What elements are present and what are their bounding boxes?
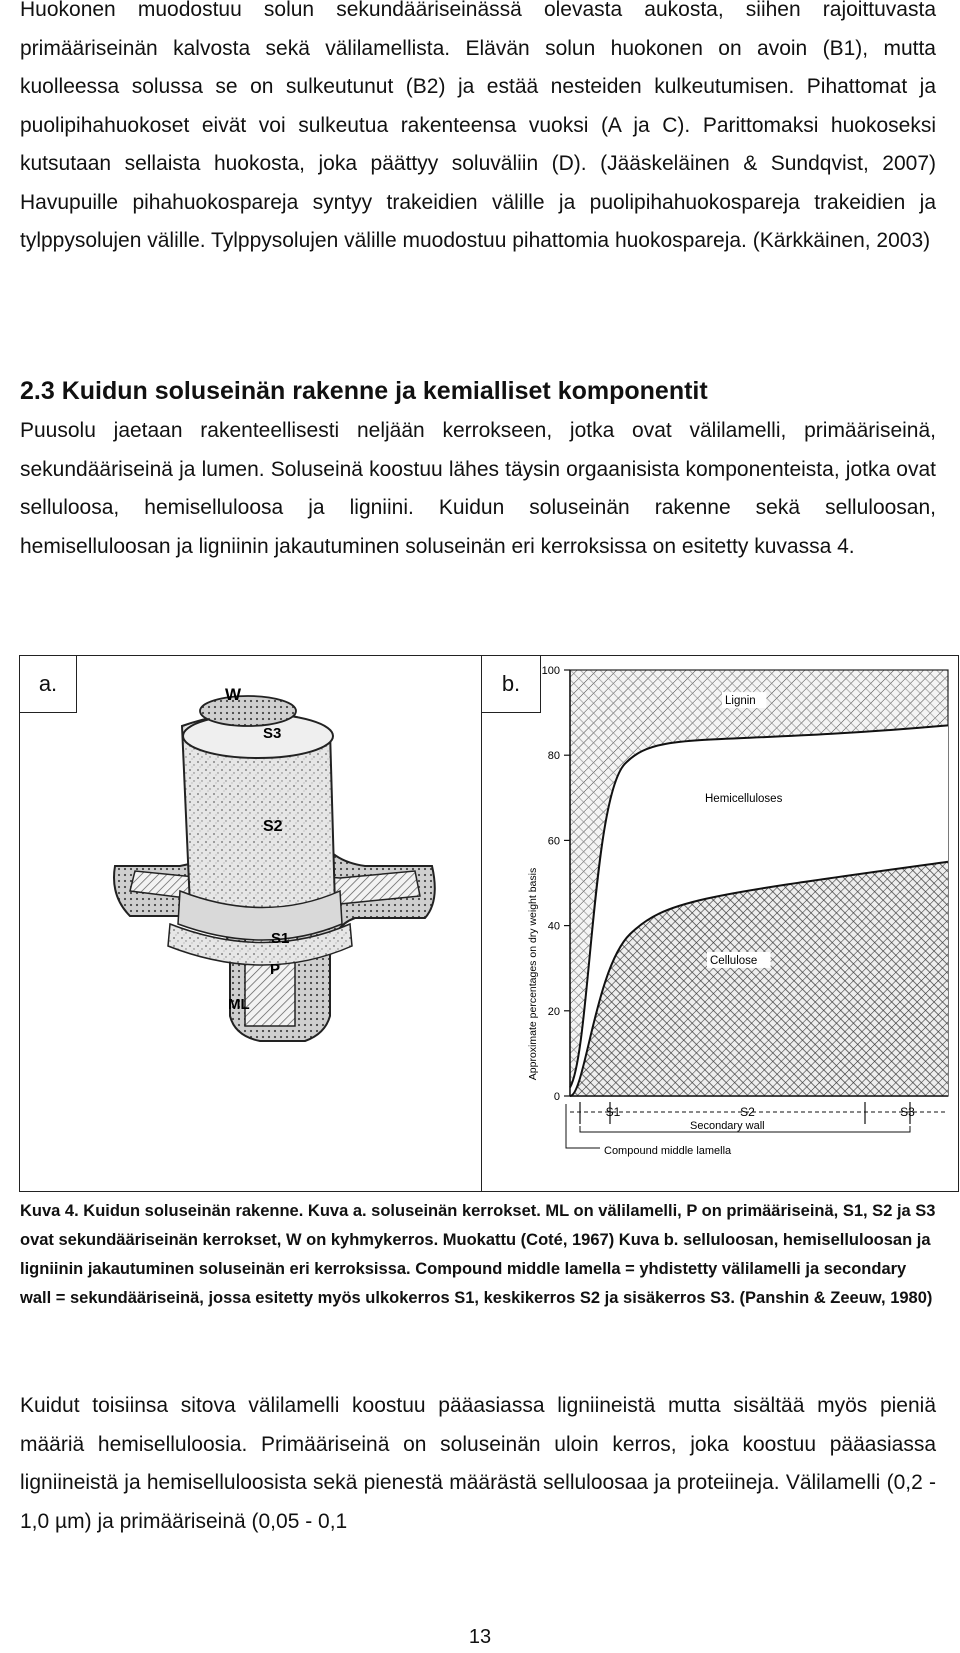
label-p: P xyxy=(270,961,281,978)
label-s3: S3 xyxy=(263,725,282,742)
panel-b-label: b. xyxy=(482,656,541,713)
w-layer-shape xyxy=(200,696,296,726)
paragraph-cell-wall-layers: Puusolu jaetaan rakenteellisesti neljään kerrokseen, jotka ovat välilamelli, primääriseinä, sekundääriseinä ja lumen. Soluseinä koostuu lähes täysin orgaanisista komponenteista, jotka ovat selluloosa, hemiselluloosa ja ligniini. Kuidun soluseinän rakenne sekä selluloosan, hemiselluloosan ja ligniinin jakautuminen soluseinän eri kerroksissa on esitetty kuvassa 4. xyxy=(20,419,936,558)
middle-lamella-pointer xyxy=(566,1104,600,1148)
paragraph-pores: Huokonen muodostuu solun sekundääriseinässä olevasta aukosta, siihen rajoittuvasta primääriseinän kalvosta sekä välilamellista. Elävän solun huokonen on avoin (B1), mutta kuolleessa solussa se on sulkeutunut (B2) ja estää nesteiden kulkeutumisen. Pihattomat ja puolipihahuokoset eivät voi sulkeutua rakenteensa vuoksi (A ja C). Parittomaksi huokoseksi kutsutaan sellaista huokosta, joka päättyy soluväliin (D). (Jääskeläinen & Sundqvist, 2007) Havupuille pihahuokospareja syntyy trakeidien välille ja puolipihahuokospareja trakeidien ja tylppysolujen välille. Tylppysolujen välille muodostuu pihattomia huokospareja. (Kärkkäinen, 2003) xyxy=(20,0,936,252)
figure-panel-a xyxy=(19,655,483,1192)
cell-wall-diagram xyxy=(20,656,480,1190)
paragraph-middle-lamella: Kuidut toisiinsa sitova välilamelli koostuu pääasiassa ligniineistä mutta sisältää myös pieniä määriä hemiselluloosia. Primääriseinä on soluseinän uloin kerros, joka koostuu pääasiassa ligniineistä ja hemiselluloosista sekä pienestä määrästä selluloosaa ja proteiineja. Välilamelli (0,2 - 1,0 µm) ja primääriseinä (0,05 - 0,1 xyxy=(20,1394,936,1533)
cellulose-label: Cellulose xyxy=(710,954,758,967)
panel-a-label: a. xyxy=(20,656,77,713)
figure-panel-b xyxy=(481,655,959,1192)
y-axis-label: Approximate percentages on dry weight basis xyxy=(527,867,539,1081)
label-w: W xyxy=(225,685,242,704)
y-tick-label-0: 0 xyxy=(553,1091,560,1103)
page-number: 13 xyxy=(468,1626,492,1648)
composition-chart xyxy=(482,656,957,1190)
label-s2: S2 xyxy=(263,818,283,835)
section-heading: 2.3 Kuidun soluseinän rakenne ja kemialliset komponentit xyxy=(20,377,708,405)
y-tick-label-20: 20 xyxy=(547,1005,560,1018)
hemicelluloses-label: Hemicelluloses xyxy=(705,793,783,806)
compound-middle-lamella-label: Compound middle lamella xyxy=(604,1145,732,1157)
x-layer-s1: S1 xyxy=(605,1105,621,1119)
x-layer-s2: S2 xyxy=(740,1105,755,1119)
label-ml: ML xyxy=(228,996,250,1013)
label-s1: S1 xyxy=(271,930,290,947)
y-tick-label-40: 40 xyxy=(547,920,560,933)
secondary-wall-label: Secondary wall xyxy=(690,1120,765,1132)
y-tick-label-100: 100 xyxy=(541,665,560,677)
y-tick-label-80: 80 xyxy=(547,750,560,763)
y-tick-label-60: 60 xyxy=(547,835,560,848)
x-layer-s3: S3 xyxy=(900,1105,915,1119)
figure-caption: Kuva 4. Kuidun soluseinän rakenne. Kuva a. soluseinän kerrokset. ML on välilamelli, P on primääriseinä, S1, S2 ja S3 ovat sekundääriseinän kerrokset, W on kyhmykerros. Muokattu (Coté, 1967) Kuva b. selluloosan, hemiselluloosan ja ligniinin jakautuminen soluseinän eri kerroksissa. Compound middle lamella = yhdistetty välilamelli ja secondary wall = sekundääriseinä, jossa esitetty myös ulkokerros S1, keskikerros S2 ja sisäkerros S3. (Panshin & Zeeuw, 1980) xyxy=(20,1202,936,1307)
figure-4 xyxy=(19,655,959,1192)
lignin-label: Lignin xyxy=(725,695,756,708)
